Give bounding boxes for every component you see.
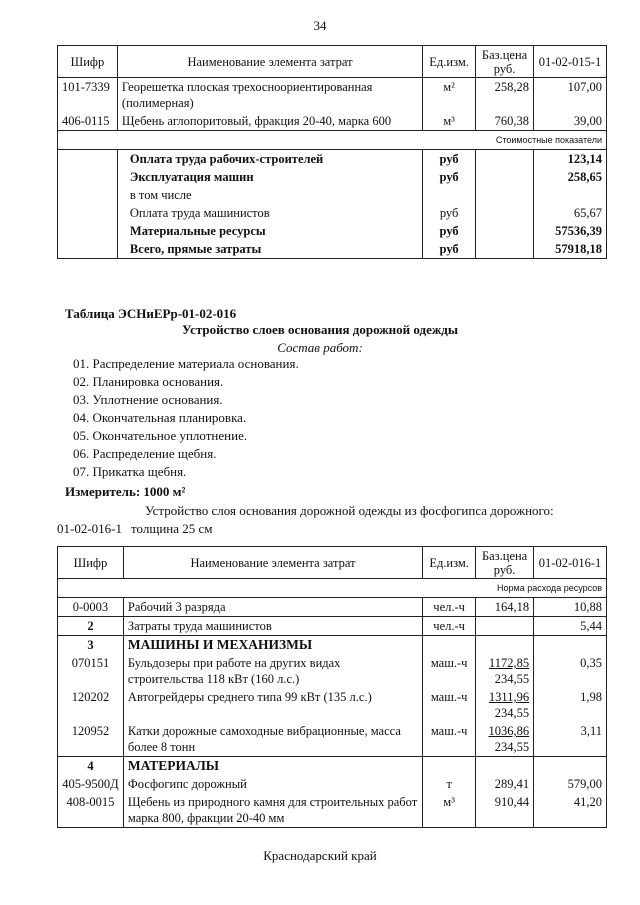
row-unit: м³ <box>423 112 476 131</box>
table-row <box>58 654 607 688</box>
table-row <box>58 688 607 722</box>
header-unit: Ед.изм. <box>423 547 476 579</box>
header-code: Шифр <box>58 46 118 78</box>
header-base-price: Баз.цена руб. <box>476 547 534 579</box>
group-name: МАТЕРИАЛЫ <box>123 757 422 776</box>
cost-table-1 <box>57 45 607 259</box>
row-price: 164,18 <box>476 598 534 617</box>
table-row <box>58 112 607 131</box>
row-code: 120952 <box>58 722 124 757</box>
work-item: 06. Распределение щебня. <box>73 446 217 461</box>
summary-value: 123,14 <box>534 150 607 169</box>
row-price: 258,28 <box>476 78 534 113</box>
row-price: 910,44 <box>476 793 534 828</box>
summary-name: Оплата труда машинистов <box>117 204 422 222</box>
row-name: Георешетка плоская трехосноориентированная (полимерная) <box>117 78 422 113</box>
row-code: 2 <box>58 617 124 636</box>
works-heading: Состав работ: <box>277 340 363 355</box>
row-value: 1,98 <box>534 688 607 722</box>
description: Устройство слоя основания дорожной одежды из фосфогипса дорожного: <box>145 503 554 518</box>
table-row <box>58 617 607 636</box>
table-title: Таблица ЭСНиЕРр-01-02-016 <box>65 306 237 321</box>
footer-region: Краснодарский край <box>263 848 377 863</box>
row-name: Катки дорожные самоходные вибрационные, масса более 8 тонн <box>123 722 422 757</box>
summary-row <box>58 240 607 259</box>
work-item: 04. Окончательная планировка. <box>73 410 247 425</box>
summary-value: 57536,39 <box>534 222 607 240</box>
header-code: Шифр <box>58 547 124 579</box>
table-row <box>58 598 607 617</box>
summary-name: Оплата труда рабочих-строителей <box>117 150 422 169</box>
table-row <box>58 722 607 757</box>
row-value: 10,88 <box>534 598 607 617</box>
table-row <box>58 793 607 828</box>
table-row <box>58 775 607 793</box>
summary-name: в том числе <box>117 186 422 204</box>
cost-indicators-subheader: Стоимостные показатели <box>58 131 607 150</box>
row-value: 3,11 <box>534 722 607 757</box>
header-base-price: Баз.цена руб. <box>476 46 534 78</box>
row-unit: т <box>423 775 476 793</box>
row-value: 579,00 <box>534 775 607 793</box>
page-number: 34 <box>313 18 327 33</box>
row-price: 1172,85 <box>488 656 530 670</box>
work-item: 01. Распределение материала основания. <box>73 356 299 371</box>
header-column-code: 01-02-016-1 <box>534 547 607 579</box>
summary-unit: руб <box>423 222 476 240</box>
row-price: 760,38 <box>476 112 534 131</box>
row-price-machinist: 234,55 <box>494 706 530 720</box>
header-name: Наименование элемента затрат <box>117 46 422 78</box>
row-value: 107,00 <box>534 78 607 113</box>
summary-value: 65,67 <box>534 204 607 222</box>
measure: Измеритель: 1000 м² <box>65 484 186 499</box>
row-price-machinist: 234,55 <box>494 740 530 754</box>
row-name: Щебень аглопоритовый, фракция 20-40, марка 600 <box>117 112 422 131</box>
row-code: 408-0015 <box>58 793 124 828</box>
row-name: Фосфогипс дорожный <box>123 775 422 793</box>
header-column-code: 01-02-015-1 <box>534 46 607 78</box>
header-name: Наименование элемента затрат <box>123 547 422 579</box>
summary-name: Эксплуатация машин <box>117 168 422 186</box>
group-row <box>58 636 607 655</box>
summary-row <box>58 168 607 186</box>
summary-row <box>58 186 607 204</box>
row-value: 0,35 <box>534 654 607 688</box>
work-item: 03. Уплотнение основания. <box>73 392 223 407</box>
summary-name: Всего, прямые затраты <box>117 240 422 259</box>
row-code: 0-0003 <box>58 598 124 617</box>
row-price: 1311,96 <box>488 690 530 704</box>
row-name: Затраты труда машинистов <box>123 617 422 636</box>
row-value: 5,44 <box>534 617 607 636</box>
item-desc: толщина 25 см <box>131 521 213 536</box>
table-row <box>58 78 607 113</box>
group-code: 3 <box>58 636 124 655</box>
row-name: Щебень из природного камня для строительных работ марка 800, фракции 20-40 мм <box>123 793 422 828</box>
row-unit: маш.-ч <box>423 688 476 722</box>
work-item: 07. Прикатка щебня. <box>73 464 187 479</box>
section-title: Устройство слоев основания дорожной одежды <box>181 322 459 337</box>
row-price: 1036,86 <box>488 724 530 738</box>
row-code: 120202 <box>58 688 124 722</box>
row-value: 41,20 <box>534 793 607 828</box>
row-price-machinist: 234,55 <box>494 672 530 686</box>
summary-row <box>58 204 607 222</box>
summary-unit: руб <box>423 168 476 186</box>
row-name: Автогрейдеры среднего типа 99 кВт (135 л.с.) <box>123 688 422 722</box>
summary-unit: руб <box>423 150 476 169</box>
row-unit: м² <box>423 78 476 113</box>
row-unit: маш.-ч <box>423 654 476 688</box>
row-unit: чел.-ч <box>423 617 476 636</box>
work-item: 05. Окончательное уплотнение. <box>73 428 248 443</box>
row-unit: чел.-ч <box>423 598 476 617</box>
works-list <box>73 355 299 481</box>
row-code: 406-0115 <box>58 112 118 131</box>
row-code: 101-7339 <box>58 78 118 113</box>
item-code: 01-02-016-1 <box>57 521 122 536</box>
row-price: 289,41 <box>476 775 534 793</box>
row-code: 070151 <box>58 654 124 688</box>
summary-value: 57918,18 <box>534 240 607 259</box>
resource-norm-subheader: Норма расхода ресурсов <box>58 579 607 598</box>
row-name: Рабочий 3 разряда <box>123 598 422 617</box>
row-code: 405-9500Д <box>58 775 124 793</box>
summary-unit: руб <box>423 204 476 222</box>
summary-value: 258,65 <box>534 168 607 186</box>
work-item: 02. Планировка основания. <box>73 374 224 389</box>
row-unit: маш.-ч <box>423 722 476 757</box>
row-name: Бульдозеры при работе на других видах строительства 118 кВт (160 л.с.) <box>123 654 422 688</box>
resource-table <box>57 546 607 828</box>
row-value: 39,00 <box>534 112 607 131</box>
summary-unit: руб <box>423 240 476 259</box>
summary-row <box>58 222 607 240</box>
summary-name: Материальные ресурсы <box>117 222 422 240</box>
row-unit: м³ <box>423 793 476 828</box>
group-name: МАШИНЫ И МЕХАНИЗМЫ <box>123 636 422 655</box>
group-row <box>58 757 607 776</box>
header-unit: Ед.изм. <box>423 46 476 78</box>
summary-row <box>58 150 607 169</box>
group-code: 4 <box>58 757 124 776</box>
